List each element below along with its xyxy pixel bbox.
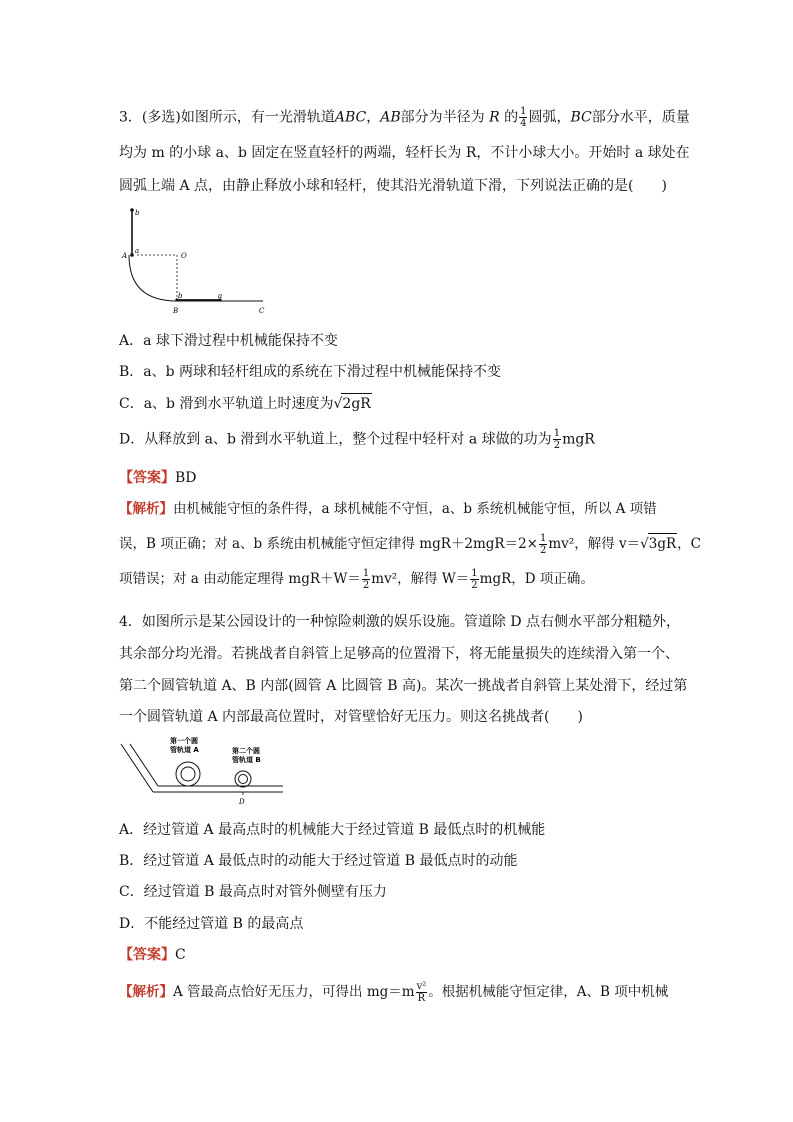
label-a-right: a <box>218 292 223 300</box>
label-C: C <box>259 307 265 315</box>
q3-option-c: C．a、b 滑到水平轨道上时速度为√2gR <box>119 393 372 414</box>
q3-stem-line-1: 3．(多选)如图所示，有一光滑轨道ABC，AB部分为半径为 R 的 $\frac{1}{4}$ 圆弧，BC部分水平，质量 <box>119 106 690 129</box>
q4-option-d: D．不能经过管道 B 的最高点 <box>119 916 304 932</box>
label-D: D <box>239 798 245 806</box>
label-O: O <box>181 252 187 260</box>
q4-stem-line-4: 一个圆管轨道 A 内部最高位置时，对管壁恰好无压力。则这名挑战者( ) <box>119 709 583 725</box>
label-B: B <box>173 307 179 315</box>
label-a-left: a <box>135 247 140 255</box>
label-tube-b-1: 第二个圆 <box>232 747 260 755</box>
q4-option-c: C．经过管道 B 最高点时对管外侧壁有压力 <box>119 884 387 900</box>
q4-analysis-line-1: 【解析】A 管最高点恰好无压力，可得出 mg＝m $\frac{\text{v²}}{R}$ 。根据机械能守恒定律，A、B 项中机械 <box>119 981 669 1004</box>
q4-tube-figure <box>118 734 288 808</box>
analysis-tag: 【解析】 <box>119 984 173 1000</box>
answer-tag: 【答案】 <box>119 947 175 963</box>
label-tube-b-2: 管轨道 B <box>232 756 261 764</box>
q3-analysis-line-3: 项错误；对 a 由动能定理得 mgR＋W＝ $\frac{1}{2}$ mv²，解得 W＝ $\frac{1}{2}$ mgR，D 项正确。 <box>119 568 594 591</box>
quarter-fraction: $\frac{1}{4}$ <box>520 106 527 129</box>
q3-option-a: A．a 球下滑过程中机械能保持不变 <box>119 333 338 349</box>
q4-answer: 【答案】C <box>119 947 186 963</box>
label-tube-a-1: 第一个圆 <box>170 737 198 745</box>
q3-option-b: B．a、b 两球和轻杆组成的系统在下滑过程中机械能保持不变 <box>119 364 502 380</box>
q4-stem-line-3: 第二个圆管轨道 A、B 内部(圆管 A 比圆管 B 高)。某次一挑战者自斜管上某处滑下，经过第 <box>119 678 688 694</box>
label-b-top: b <box>135 209 140 217</box>
q4-stem-line-1: 4．如图所示是某公园设计的一种惊险刺激的娱乐设施。管道除 D 点右侧水平部分粗糙外， <box>119 614 681 630</box>
answer-tag: 【答案】 <box>119 470 175 486</box>
q3-track-figure <box>115 205 275 320</box>
q3-analysis-line-2: 误，B 项正确；对 a、b 系统由机械能守恒定律得 mgR＋2mgR＝2× $\frac{1}{2}$ mv²，解得 v＝√3gR，C <box>119 533 701 556</box>
label-b-bottom: b <box>178 292 183 300</box>
analysis-tag: 【解析】 <box>119 501 173 517</box>
q4-stem-line-2: 其余部分均光滑。若挑战者自斜管上足够高的位置滑下，将无能量损失的连续滑入第一个、 <box>119 646 679 662</box>
q3-option-d: D．从释放到 a、b 滑到水平轨道上，整个过程中轻杆对 a 球做的功为 $\frac{1}{2}$ mgR <box>119 428 595 451</box>
q3-analysis-line-1: 【解析】由机械能守恒的条件得，a 球机械能不守恒，a、b 系统机械能守恒，所以 A 项错 <box>119 501 657 517</box>
q4-option-a: A．经过管道 A 最高点时的机械能大于经过管道 B 最低点时的机械能 <box>119 822 546 838</box>
q3-answer: 【答案】BD <box>119 470 197 486</box>
q4-option-b: B．经过管道 A 最低点时的动能大于经过管道 B 最低点时的动能 <box>119 853 518 869</box>
label-tube-a-2: 管轨道 A <box>170 746 199 754</box>
q3-stem-line-3: 圆弧上端 A 点，由静止释放小球和轻杆，使其沿光滑轨道下滑，下列说法正确的是( ) <box>119 178 667 194</box>
label-A: A <box>122 252 128 260</box>
q3-stem-line-2: 均为 m 的小球 a、b 固定在竖直轻杆的两端，轻杆长为 R，不计小球大小。开始时 a 球处在 <box>119 145 690 161</box>
